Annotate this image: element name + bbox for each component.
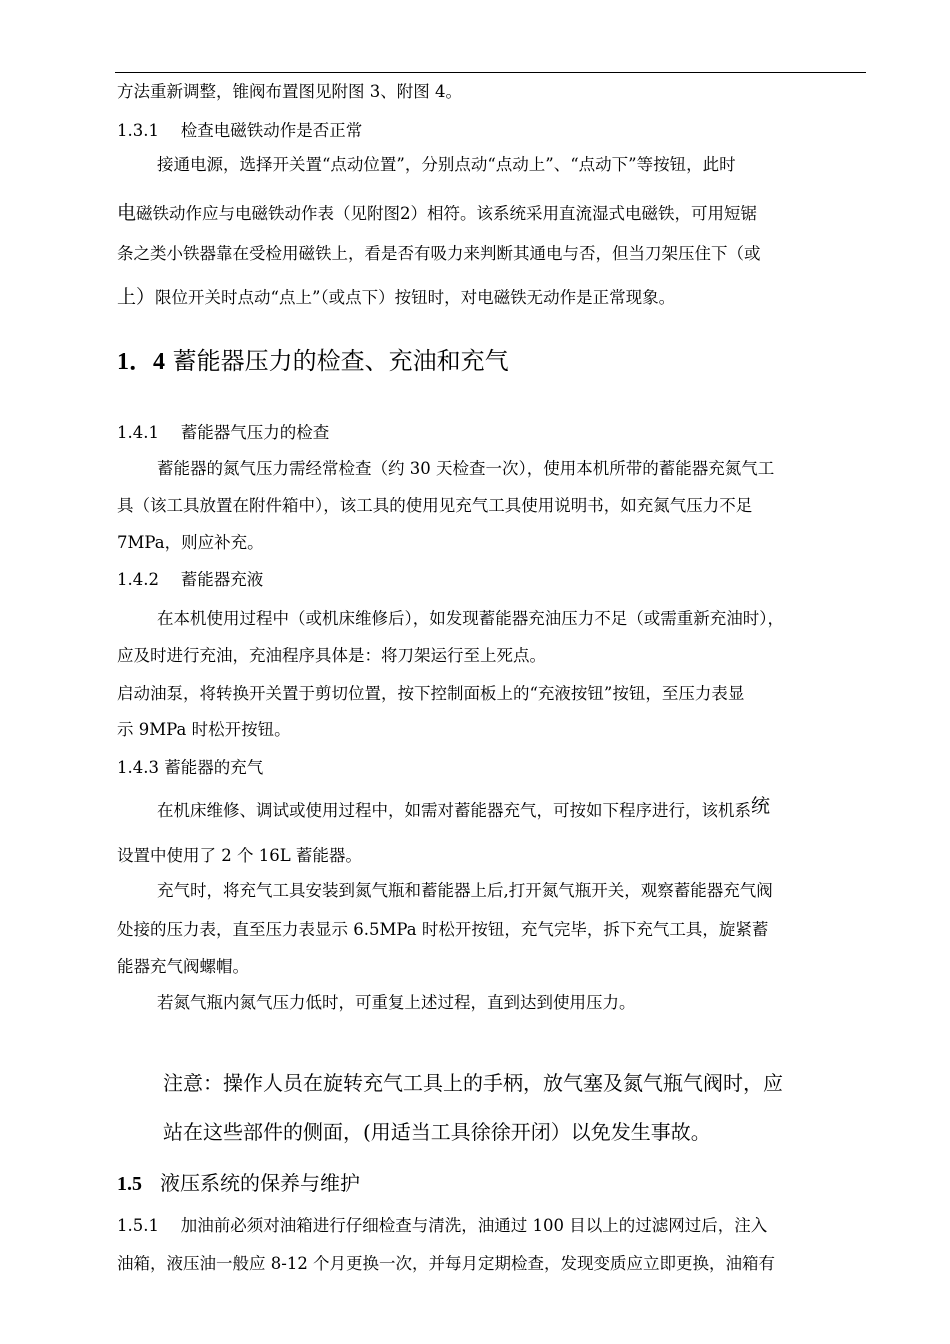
body-line: 充气时，将充气工具安装到氮气瓶和蓄能器上后,打开氮气瓶开关，观察蓄能器充气阀 bbox=[157, 881, 773, 900]
body-line-text: 限位开关时点动“点上”（或点下）按钮时，对电磁铁无动作是正常现象。 bbox=[155, 288, 676, 307]
section-title: 蓄能器压力的检查、充油和充气 bbox=[172, 347, 509, 375]
inline-glyph: 电 bbox=[117, 202, 137, 224]
subsection-heading-1-4-2: 1.4.2 蓄能器充液 bbox=[117, 570, 264, 589]
section-number: 1．4 bbox=[117, 349, 165, 375]
body-line bbox=[117, 287, 675, 308]
body-line-text: 磁铁动作应与电磁铁动作表（见附图2）相符。该系统采用直流湿式电磁铁，可用短锯 bbox=[136, 204, 758, 223]
body-line: 油箱，液压油一般应 8-12 个月更换一次，并每月定期检查，发现变质应立即更换，油箱有 bbox=[117, 1254, 776, 1273]
subsection-heading-1-4-3: 1.4.3 蓄能器的充气 bbox=[117, 758, 264, 777]
body-line bbox=[117, 203, 757, 224]
section-number: 1.5 bbox=[117, 1173, 142, 1195]
body-line: 接通电源，选择开关置“点动位置”，分别点动“点动上”、“点动下”等按钮，此时 bbox=[157, 155, 736, 174]
body-line bbox=[157, 795, 771, 821]
body-line: 设置中使用了 2 个 16L 蓄能器。 bbox=[117, 846, 362, 865]
body-line-text: 在机床维修、调试或使用过程中，如需对蓄能器充气，可按如下程序进行，该机系 bbox=[157, 801, 751, 820]
body-line: 在本机使用过程中（或机床维修后），如发现蓄能器充油压力不足（或需重新充油时）， bbox=[157, 609, 784, 628]
section-heading-1-5 bbox=[117, 1170, 360, 1197]
body-line: 示 9MPa 时松开按钮。 bbox=[117, 720, 291, 739]
body-line: 方法重新调整，锥阀布置图见附图 3、附图 4。 bbox=[117, 82, 462, 101]
body-line: 蓄能器的氮气压力需经常检查（约 30 天检查一次），使用本机所带的蓄能器充氮气工 bbox=[157, 459, 775, 478]
subsection-heading-1-4-1: 1.4.1 蓄能器气压力的检查 bbox=[117, 423, 330, 442]
inline-glyph: 统 bbox=[751, 795, 771, 817]
safety-note-line: 站在这些部件的侧面，(用适当工具徐徐开闭）以免发生事故。 bbox=[163, 1120, 711, 1144]
body-line: 应及时进行充油，充油程序具体是：将刀架运行至上死点。 bbox=[117, 646, 546, 665]
section-heading-1-4 bbox=[117, 346, 509, 377]
subsection-heading-1-3-1: 1.3.1 检查电磁铁动作是否正常 bbox=[117, 121, 363, 140]
body-line: 启动油泵，将转换开关置于剪切位置，按下控制面板上的“充液按钮”按钮，至压力表显 bbox=[117, 684, 745, 703]
body-line: 7MPa，则应补充。 bbox=[117, 533, 264, 552]
body-line: 具（该工具放置在附件箱中），该工具的使用见充气工具使用说明书，如充氮气压力不足 bbox=[117, 496, 753, 515]
header-rule bbox=[115, 72, 866, 73]
inline-glyph: 上） bbox=[117, 286, 156, 308]
body-line: 若氮气瓶内氮气压力低时，可重复上述过程，直到达到使用压力。 bbox=[157, 993, 636, 1012]
section-title: 液压系统的保养与维护 bbox=[160, 1171, 360, 1195]
body-line: 1.5.1 加油前必须对油箱进行仔细检查与清洗，油通过 100 目以上的过滤网过后，注入 bbox=[117, 1216, 768, 1235]
body-line: 条之类小铁器靠在受检用磁铁上，看是否有吸力来判断其通电与否，但当刀架压住下（或 bbox=[117, 244, 761, 263]
body-line: 处接的压力表，直至压力表显示 6.5MPa 时松开按钮，充气完毕，拆下充气工具，旋紧蓄 bbox=[117, 920, 769, 939]
body-line: 能器充气阀螺帽。 bbox=[117, 957, 249, 976]
safety-note-line: 注意：操作人员在旋转充气工具上的手柄，放气塞及氮气瓶气阀时，应 bbox=[163, 1071, 783, 1095]
